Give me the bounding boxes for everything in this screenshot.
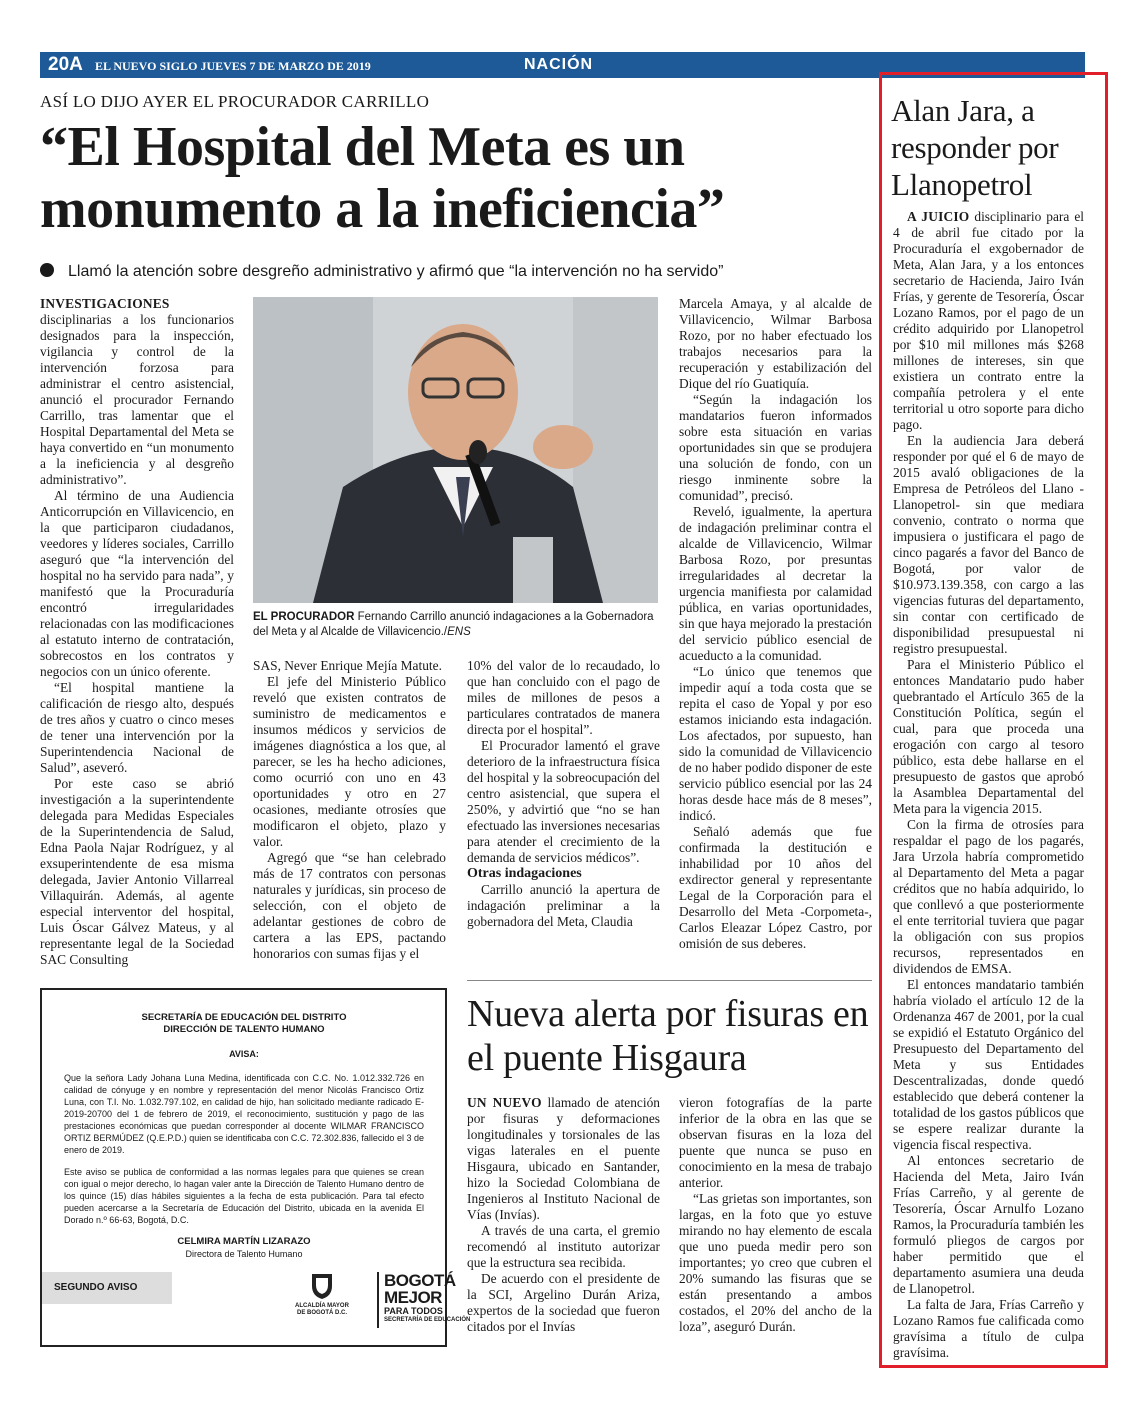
legal-notice	[40, 988, 471, 1347]
notice-paragraph: Este aviso se publica de conformidad a las normas legales para que quienes se crean con igual o mejor derecho, lo hagan valer ante la Dirección de Talento Humano dentro de los quince (15) días hábiles siguientes a la fecha de esta publicación. Para tal efecto pueden acercarse a la Secretaría de Educación del Distrito, ubicada en la avenida El Dorado n.º 66-63, Bogotá, D.C.	[64, 1167, 424, 1225]
main-column-2	[253, 658, 446, 962]
kicker: ASÍ LO DIJO AYER EL PROCURADOR CARRILLO	[40, 92, 430, 111]
paragraph: Reveló, igualmente, la apertura de indagación preliminar contra el alcalde de Villavicencio, Wilmar Barbosa Rozo, por presuntas irregularidades al decretar la urgencia manifiesta por calamidad pública, en varias oportunidades, sin que haya mejorado la prestación del servicio público esencial de acueducto a la comunidad.	[679, 504, 872, 663]
sidebar-column	[893, 209, 1084, 1361]
story-divider	[467, 980, 872, 981]
notice-paragraph: Que la señora Lady Johana Luna Medina, identificada con C.C. No. 1.012.332.726 en calidad de cónyuge y en nombre y representación del menor Nicolás Francisco Ortiz Luna, con T.I. No. 1.032.797.102, en calidad de hijo, han solicitado mediante radicado E-2019-20700 del 1 de febrero de 2019, el reconocimiento, sustitución y pago de las prestaciones económicas que puedan corresponder al docente WILMAR FRANCISCO ORTIZ BERMÚDEZ (Q.E.P.D.) quien se identificaba con C.C. 72.302.836, fallecido el 3 de enero de 2019.	[64, 1073, 424, 1155]
alcaldia-logo: ALCALDÍA MAYOR DE BOGOTÁ D.C.	[274, 1272, 370, 1332]
photo-credit: ENS	[447, 626, 471, 638]
paragraph: A través de una carta, el gremio recomendó al instituto autorizar que la estructura sea recibida.	[467, 1223, 660, 1270]
main-column-1	[40, 296, 234, 968]
bogota-mejor-logo: BOGOTÁ MEJOR PARA TODOS SECRETARÍA DE EDUCACIÓN	[384, 1271, 471, 1323]
coat-of-arms-icon	[310, 1272, 334, 1300]
deck	[40, 263, 860, 281]
paragraph: Marcela Amaya, y al alcalde de Villavicencio, Wilmar Barbosa Rozo, por no haber efectuado los trabajos necesarios para la recuperación y estabilización del Dique del río Guatiquía.	[679, 296, 872, 391]
paragraph: INVESTIGACIONES disciplinarias a los funcionarios designados para la inspección, vigilancia y control de la intervención forzosa para administrar el centro asistencial, anunció el procurador Fernando Carrillo, tras lamentar que el Hospital Departamental del Meta se haya convertido en “un monumento a la ineficiencia y al desgreño administrativo”.	[40, 296, 234, 487]
masthead: EL NUEVO SIGLO JUEVES 7 DE MARZO DE 2019	[95, 59, 371, 73]
main-column-3	[467, 658, 660, 930]
subheading: Otras indagaciones	[467, 866, 582, 881]
paragraph: UN NUEVO llamado de atención por fisuras y deformaciones longitudinales y torsionales de las vigas laterales en el puente Hisgaura, ubicado en Santander, hizo la Sociedad Colombiana de Ingenieros al Instituto Nacional de Vías (Invías).	[467, 1095, 660, 1222]
signer-name: CELMIRA MARTÍN LIZARAZO	[177, 1236, 311, 1247]
paragraph: De acuerdo con el presidente de la SCI, Argelino Durán Ariza, expertos de la sociedad que fueron citados por el Invías	[467, 1271, 660, 1334]
section-name: NACIÓN	[524, 56, 594, 73]
paragraph: “Lo único que tenemos que impedir aquí a toda costa que se repita el caso de Yopal y por eso estamos iniciando esta indagación. Los afectados, por supuesto, han sido la comunidad de Villavicencio de no haber podido disponer de este servicio público esencial por las 24 horas desde hace más de 8 meses”, indicó.	[679, 664, 872, 823]
paragraph: La falta de Jara, Frías Carreño y Lozano Ramos fue calificada como gravísima a título de culpa gravísima.	[893, 1297, 1084, 1360]
page-number: 20A	[48, 54, 83, 75]
signer-title: Directora de Talento Humano	[185, 1249, 303, 1259]
logo-separator	[377, 1272, 379, 1328]
procurador-photo	[253, 297, 658, 603]
deck-text: Llamó la atención sobre desgreño administrativo y afirmó que “la intervención no ha servido”	[68, 263, 724, 280]
notice-avisa: AVISA:	[229, 1049, 259, 1059]
paragraph: El entonces mandatario también habría violado el artículo 12 de la Ordenanza 467 de 2001, por la cual se expidió el Estatuto Orgánico del Presupuesto del Departamento del Meta y sus Entidades Descentralizadas, donde quedó establecido que deberá contener la totalidad de los gastos públicos que se espere realizar durante la vigencia fiscal respectiva.	[893, 977, 1084, 1152]
photo-caption: EL PROCURADOR Fernando Carrillo anunció indagaciones a la Gobernadora del Meta y al Alcalde de Villavicencio./ENS	[253, 611, 654, 638]
paragraph: Con la firma de otrosíes para respaldar el pago de los pagarés, Jara Urzola habría comprometido al Departamento del Meta a pagar créditos que no había adquirido, lo que conllevó a que posteriormente el ente territorial tuviera que pagar la obligación con sus propios recursos, representados en dividendos de EMSA.	[893, 817, 1084, 976]
second-headline: Nueva alerta por fisuras en el puente Hisgaura	[467, 993, 869, 1079]
second-column-2	[679, 1095, 872, 1335]
paragraph: A JUICIO disciplinario para el 4 de abril fue citado por la Procuraduría el exgobernador de Meta, Alan Jara, y a los entonces secretario de Hacienda, Jairo Iván Frías, y gerente de Tesorería, Óscar Lozano Ramos, por el pago de un crédito adquirido por Llanopetrol por $10 mil millones más $268 millones de intereses, sin que existiera un contrato entre la compañía petrolera y el ente territorial u otro soporte para dicho pago.	[893, 209, 1084, 432]
paragraph: Agregó que “se han celebrado más de 17 contratos con personas naturales y jurídicas, sin proceso de selección, con el objeto de adelantar gestiones de cobro de cartera a las EPS, pactando honorarios con sumas fijas y el	[253, 850, 446, 961]
bullet-icon	[40, 263, 54, 277]
paragraph: 10% del valor de lo recaudado, lo que han concluido con el pago de miles de millones de pesos a particulares contratados de manera directa por el hospital”.	[467, 658, 660, 737]
caption-lead: EL PROCURADOR	[253, 611, 355, 623]
paragraph: En la audiencia Jara deberá responder por qué el 6 de mayo de 2015 avaló obligaciones de la Empresa de Petróleos del Llano -Llanopetrol- sin que mediara convenio, contrato o norma que impusiera o justificara el pago de cinco pagarés a favor del Banco de Bogotá, por valor de $10.973.139.358, con cargo a las vigencias futuras del departamento, sin contar con certificado de disponibilidad presupuestal ni registro presupuestal.	[893, 433, 1084, 656]
notice-signature	[64, 1236, 424, 1260]
notice-subtitle: DIRECCIÓN DE TALENTO HUMANO	[163, 1024, 325, 1035]
paragraph: vieron fotografías de la parte inferior de la obra en las que se observan fisuras en la loza del puente que nunca se puso en conocimiento en la mesa de trabajo anterior.	[679, 1095, 872, 1190]
paragraph: Por este caso se abrió investigación a la superintendente delegada para Medidas Especiales de la Superintendencia de Salud, Edna Paola Najar Rodríguez, y al exsuperintendente de esa misma delegada, Javier Antonio Villarreal Villaquirán. Además, al agente especial interventor del hospital, Luis Óscar Gálvez Mateus, y al representante legal de la Sociedad SAC Consulting	[40, 776, 234, 967]
notice-title: SECRETARÍA DE EDUCACIÓN DEL DISTRITO	[141, 1012, 347, 1023]
paragraph: El Procurador lamentó el grave deterioro de la infraestructura física del hospital y la sobreocupación del centro asistencial, que supera el 250%, y advirtió que “no se han efectuado las inversiones necesarias para atender el crecimiento de la demanda de servicios médicos”.	[467, 738, 660, 865]
main-column-4	[679, 296, 872, 952]
second-column-1	[467, 1095, 660, 1335]
paragraph: “Las grietas son importantes, son largas, en la foto que yo estuve mirando no hay elemento de escala que uno pueda medir pero son importantes; yo creo que cubren el 20% sumando las fisuras que se están presentando a ambos costados, el 20% del ancho de la loza”, aseguró Durán.	[679, 1191, 872, 1334]
lead-in: A JUICIO	[907, 209, 970, 224]
paragraph: Al término de una Audiencia Anticorrupción en Villavicencio, en la que participaron ciudadanos, veedores y líderes sociales, Carrillo aseguró que “la intervención del hospital no ha servido para nada”, y manifestó que la Procuraduría encontró irregularidades relacionadas con las modificaciones al estatuto interno de contratación, sobrecostos en los contratos y negocios con un único oferente.	[40, 488, 234, 679]
main-headline: “El Hospital del Meta es un monumento a la ineficiencia”	[40, 116, 725, 240]
lead-in: UN NUEVO	[467, 1095, 542, 1110]
sidebar-headline: Alan Jara, a responder por Llanopetrol	[891, 93, 1059, 202]
paragraph: SAS, Never Enrique Mejía Matute.	[253, 658, 442, 673]
paragraph: Al entonces secretario de Hacienda del Meta, Jairo Iván Frías Carreño, y al gerente de Tesorería, Óscar Arnulfo Lozano Ramos, la Procuraduría también les formuló pliegos de cargos por haber permitido que el departamento asumiera una deuda de Llanopetrol.	[893, 1153, 1084, 1296]
paragraph: Carrillo anunció la apertura de indagación preliminar a la gobernadora del Meta, Claudia	[467, 882, 660, 929]
paragraph: “El hospital mantiene la calificación de riesgo alto, después de tres años y cuatro o cinco meses de tener una intervención por la Superintendencia Nacional de Salud”, aseveró.	[40, 680, 234, 775]
paragraph: El jefe del Ministerio Público reveló que existen contratos de suministro de medicamentos e insumos médicos y servicios de imágenes diagnóstica a los que, al parecer, se les ha hecho adiciones, como ocurrió con uno en 43 oportunidades y otro en 27 ocasiones, mediante otrosíes que modificaron el objeto, plazo y valor.	[253, 674, 446, 849]
segundo-aviso-tag: SEGUNDO AVISO	[42, 1272, 172, 1304]
paragraph: Señaló además que fue confirmada la destitución e inhabilidad por 10 años del exdirector general y representante Legal de la Corporación para el Desarrollo del Meta -Corpometa-, Carlos Eleazar López Castro, por omisión de sus deberes.	[679, 824, 872, 951]
paragraph: “Según la indagación los mandatarios fueron informados sobre esta situación en varias oportunidades sin que se produjera una solución de fondo, con un riesgo inminente sobre la comunidad”, precisó.	[679, 392, 872, 503]
lead-in: INVESTIGACIONES	[40, 296, 170, 311]
paragraph: Para el Ministerio Público el entonces Mandatario pudo haber quebrantado el Artículo 365 de la Constitución Política, según el cual, para que proceda una erogación con cargo al tesoro público, esta debe hallarse en el presupuesto de gastos que aprobó la Asamblea Departamental del Meta para la vigencia 2015.	[893, 657, 1084, 816]
